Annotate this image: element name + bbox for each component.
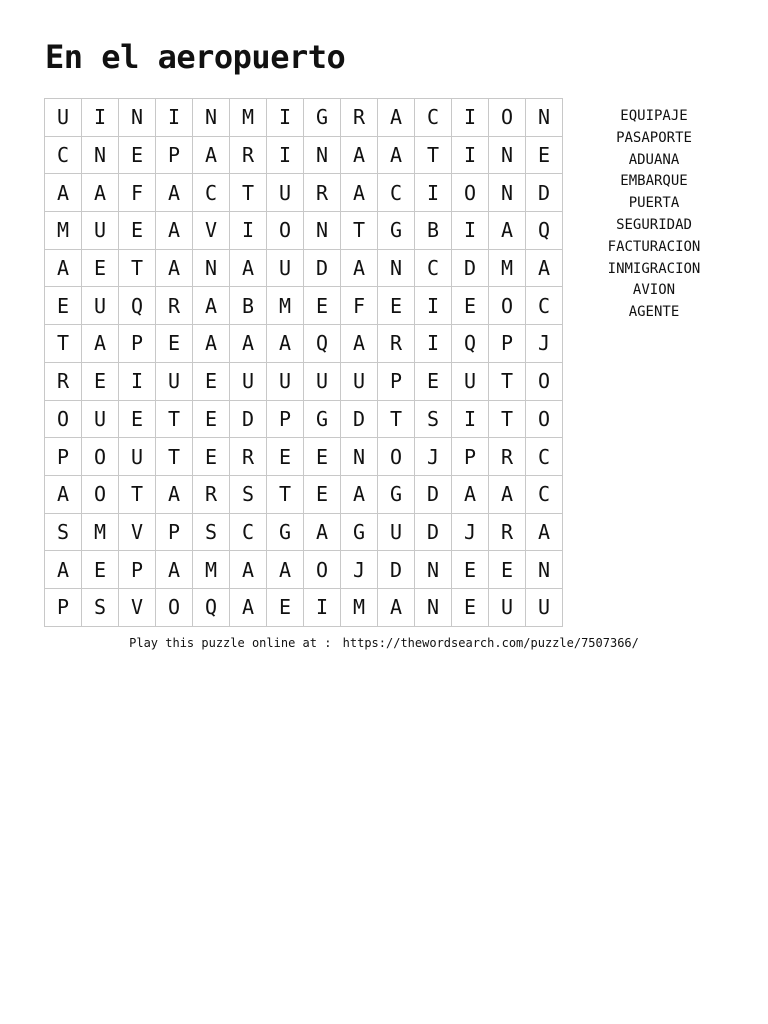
grid-cell[interactable]: T [267, 476, 304, 514]
grid-cell[interactable]: N [526, 551, 563, 589]
grid-cell[interactable]: F [341, 287, 378, 325]
grid-cell[interactable]: J [415, 438, 452, 476]
grid-cell[interactable]: T [489, 401, 526, 439]
grid-cell[interactable]: N [119, 99, 156, 137]
grid-cell[interactable]: A [156, 174, 193, 212]
grid-cell[interactable]: O [267, 212, 304, 250]
grid-cell[interactable]: E [156, 325, 193, 363]
grid-cell[interactable]: R [45, 363, 82, 401]
grid-cell[interactable]: C [378, 174, 415, 212]
grid-cell[interactable]: V [119, 514, 156, 552]
grid-cell[interactable]: A [82, 325, 119, 363]
grid-cell[interactable]: R [489, 438, 526, 476]
grid-cell[interactable]: N [526, 99, 563, 137]
grid-cell[interactable]: O [489, 287, 526, 325]
grid-cell[interactable]: Q [526, 212, 563, 250]
grid-cell[interactable]: E [304, 476, 341, 514]
grid-cell[interactable]: P [378, 363, 415, 401]
grid-cell[interactable]: U [526, 589, 563, 627]
grid-cell[interactable]: U [489, 589, 526, 627]
grid-cell[interactable]: R [489, 514, 526, 552]
grid-cell[interactable]: C [193, 174, 230, 212]
grid-cell[interactable]: A [45, 551, 82, 589]
grid-cell[interactable]: O [156, 589, 193, 627]
grid-cell[interactable]: D [452, 250, 489, 288]
grid-cell[interactable]: V [119, 589, 156, 627]
grid-cell[interactable]: E [267, 589, 304, 627]
grid-cell[interactable]: P [119, 551, 156, 589]
grid-cell[interactable]: T [230, 174, 267, 212]
grid-cell[interactable]: A [193, 287, 230, 325]
grid-cell[interactable]: O [304, 551, 341, 589]
grid-cell[interactable]: I [119, 363, 156, 401]
grid-cell[interactable]: M [193, 551, 230, 589]
grid-cell[interactable]: A [230, 589, 267, 627]
grid-cell[interactable]: T [156, 401, 193, 439]
word-list-item: ADUANA [628, 151, 680, 168]
grid-cell[interactable]: R [230, 137, 267, 175]
grid-cell[interactable]: A [45, 174, 82, 212]
grid-cell[interactable]: V [193, 212, 230, 250]
grid-cell[interactable]: A [341, 325, 378, 363]
grid-cell[interactable]: E [82, 551, 119, 589]
grid-cell[interactable]: P [156, 137, 193, 175]
grid-cell[interactable]: U [452, 363, 489, 401]
grid-cell[interactable]: I [267, 137, 304, 175]
grid-cell[interactable]: Q [304, 325, 341, 363]
grid-cell[interactable]: O [526, 363, 563, 401]
grid-cell[interactable]: F [119, 174, 156, 212]
grid-cell[interactable]: A [156, 250, 193, 288]
grid-cell[interactable]: A [526, 250, 563, 288]
grid-cell[interactable]: A [45, 476, 82, 514]
grid-cell[interactable]: D [526, 174, 563, 212]
grid-cell[interactable]: E [119, 137, 156, 175]
grid-cell[interactable]: P [119, 325, 156, 363]
grid-cell[interactable]: T [341, 212, 378, 250]
grid-cell[interactable]: R [230, 438, 267, 476]
word-list-item: SEGURIDAD [616, 216, 692, 233]
grid-cell[interactable]: R [193, 476, 230, 514]
word-list-item: INMIGRACION [607, 260, 701, 277]
grid-cell[interactable]: U [267, 250, 304, 288]
grid-cell[interactable]: E [378, 287, 415, 325]
grid-cell[interactable]: O [526, 401, 563, 439]
grid-cell[interactable]: I [82, 99, 119, 137]
grid-cell[interactable]: U [267, 174, 304, 212]
grid-cell[interactable]: P [45, 438, 82, 476]
word-search-grid [44, 98, 563, 627]
grid-cell[interactable]: O [82, 476, 119, 514]
grid-cell[interactable]: E [452, 551, 489, 589]
grid-cell[interactable]: N [489, 137, 526, 175]
grid-cell[interactable]: A [193, 137, 230, 175]
grid-cell[interactable]: J [341, 551, 378, 589]
grid-cell[interactable]: A [193, 325, 230, 363]
grid-cell[interactable]: S [230, 476, 267, 514]
grid-cell[interactable]: A [156, 476, 193, 514]
grid-cell[interactable]: U [378, 514, 415, 552]
grid-cell[interactable]: E [452, 287, 489, 325]
grid-cell[interactable]: E [193, 363, 230, 401]
grid-cell[interactable]: I [304, 589, 341, 627]
grid-cell[interactable]: N [193, 250, 230, 288]
grid-cell[interactable]: U [156, 363, 193, 401]
grid-cell[interactable]: I [156, 99, 193, 137]
grid-cell[interactable]: N [415, 551, 452, 589]
grid-cell[interactable]: U [267, 363, 304, 401]
grid-cell[interactable]: J [526, 325, 563, 363]
grid-cell[interactable]: C [415, 250, 452, 288]
grid-cell[interactable]: A [230, 551, 267, 589]
grid-cell[interactable]: R [156, 287, 193, 325]
grid-cell[interactable]: A [230, 250, 267, 288]
grid-cell[interactable]: E [415, 363, 452, 401]
grid-cell[interactable]: Q [119, 287, 156, 325]
grid-cell[interactable]: D [415, 514, 452, 552]
grid-cell[interactable]: O [452, 174, 489, 212]
grid-cell[interactable]: M [45, 212, 82, 250]
grid-cell[interactable]: N [415, 589, 452, 627]
grid-cell[interactable]: A [156, 212, 193, 250]
grid-cell[interactable]: I [267, 99, 304, 137]
word-list-item: AVION [632, 282, 676, 299]
grid-cell[interactable]: S [82, 589, 119, 627]
footer-link[interactable]: https://thewordsearch.com/puzzle/7507366/ [342, 636, 639, 650]
grid-cell[interactable]: U [82, 287, 119, 325]
grid-cell[interactable]: A [267, 325, 304, 363]
grid-cell[interactable]: U [82, 401, 119, 439]
grid-cell[interactable]: N [304, 137, 341, 175]
grid-cell[interactable]: N [82, 137, 119, 175]
grid-cell[interactable]: A [489, 476, 526, 514]
grid-cell[interactable]: T [415, 137, 452, 175]
grid-cell[interactable]: C [526, 287, 563, 325]
footer-prefix: Play this puzzle online at : [129, 636, 332, 650]
grid-cell[interactable]: R [378, 325, 415, 363]
word-list-item: AGENTE [628, 304, 680, 321]
grid-cell[interactable]: E [45, 287, 82, 325]
grid-cell[interactable]: E [193, 438, 230, 476]
grid-cell[interactable]: G [267, 514, 304, 552]
grid-cell[interactable]: A [267, 551, 304, 589]
grid-cell[interactable]: D [230, 401, 267, 439]
grid-cell[interactable]: A [341, 250, 378, 288]
grid-cell[interactable]: D [341, 401, 378, 439]
grid-cell[interactable]: A [341, 476, 378, 514]
grid-cell[interactable]: M [230, 99, 267, 137]
grid-cell[interactable]: A [452, 476, 489, 514]
grid-cell[interactable]: Q [452, 325, 489, 363]
grid-cell[interactable]: T [119, 250, 156, 288]
grid-cell[interactable]: U [304, 363, 341, 401]
grid-cell[interactable]: S [193, 514, 230, 552]
grid-cell[interactable]: J [452, 514, 489, 552]
grid-cell[interactable]: D [304, 250, 341, 288]
grid-cell[interactable]: U [230, 363, 267, 401]
grid-cell[interactable]: P [45, 589, 82, 627]
grid-cell[interactable]: E [452, 589, 489, 627]
grid-cell[interactable]: C [230, 514, 267, 552]
grid-cell[interactable]: G [304, 401, 341, 439]
grid-cell[interactable]: B [415, 212, 452, 250]
grid-cell[interactable]: B [230, 287, 267, 325]
grid-cell[interactable]: E [304, 287, 341, 325]
grid-cell[interactable]: A [489, 212, 526, 250]
grid-cell[interactable]: N [378, 250, 415, 288]
grid-cell[interactable]: T [378, 401, 415, 439]
grid-cell[interactable]: E [526, 137, 563, 175]
grid-cell[interactable]: P [267, 401, 304, 439]
grid-cell[interactable]: E [193, 401, 230, 439]
grid-cell[interactable]: C [526, 438, 563, 476]
grid-cell[interactable]: T [156, 438, 193, 476]
grid-cell[interactable]: E [304, 438, 341, 476]
grid-cell[interactable]: N [193, 99, 230, 137]
grid-cell[interactable]: M [341, 589, 378, 627]
grid-cell[interactable]: I [452, 401, 489, 439]
grid-cell[interactable]: U [119, 438, 156, 476]
grid-cell[interactable]: M [267, 287, 304, 325]
grid-cell[interactable]: P [452, 438, 489, 476]
grid-cell[interactable]: E [82, 250, 119, 288]
grid-cell[interactable]: N [304, 212, 341, 250]
grid-cell[interactable]: S [415, 401, 452, 439]
grid-cell[interactable]: T [119, 476, 156, 514]
grid-cell[interactable]: C [45, 137, 82, 175]
grid-cell[interactable]: R [341, 99, 378, 137]
grid-cell[interactable]: G [378, 212, 415, 250]
grid-cell[interactable]: D [415, 476, 452, 514]
grid-cell[interactable]: Q [193, 589, 230, 627]
grid-cell[interactable]: E [489, 551, 526, 589]
grid-cell[interactable]: C [526, 476, 563, 514]
grid-cell[interactable]: P [489, 325, 526, 363]
grid-cell[interactable]: M [489, 250, 526, 288]
grid-cell[interactable]: D [378, 551, 415, 589]
grid-cell[interactable]: G [304, 99, 341, 137]
grid-cell[interactable]: A [378, 137, 415, 175]
grid-cell[interactable]: A [526, 514, 563, 552]
grid-cell[interactable]: A [45, 250, 82, 288]
grid-cell[interactable]: A [341, 174, 378, 212]
grid-cell[interactable]: A [304, 514, 341, 552]
grid-cell[interactable]: A [378, 589, 415, 627]
grid-cell[interactable]: A [82, 174, 119, 212]
grid-cell[interactable]: C [415, 99, 452, 137]
word-list-item: EQUIPAJE [620, 108, 688, 124]
grid-cell[interactable]: I [452, 99, 489, 137]
grid-cell[interactable]: A [378, 99, 415, 137]
grid-cell[interactable]: N [489, 174, 526, 212]
footer [0, 636, 768, 650]
word-list-item: PUERTA [628, 195, 680, 212]
grid-cell[interactable]: E [119, 212, 156, 250]
grid-cell[interactable]: I [415, 174, 452, 212]
page-title: En el aeropuerto [45, 38, 346, 76]
grid-cell[interactable]: I [415, 325, 452, 363]
grid-cell[interactable]: E [82, 363, 119, 401]
grid-cell[interactable]: U [341, 363, 378, 401]
grid-cell[interactable]: E [119, 401, 156, 439]
grid-cell[interactable]: E [267, 438, 304, 476]
word-list-item: EMBARQUE [620, 173, 688, 190]
grid-cell[interactable]: M [82, 514, 119, 552]
word-list-item: FACTURACION [607, 238, 701, 255]
grid-cell[interactable]: I [452, 137, 489, 175]
grid-cell[interactable]: S [45, 514, 82, 552]
grid-cell[interactable]: T [45, 325, 82, 363]
grid-cell[interactable]: G [378, 476, 415, 514]
grid-cell[interactable]: I [230, 212, 267, 250]
grid-cell[interactable]: N [341, 438, 378, 476]
grid-cell[interactable]: G [341, 514, 378, 552]
grid-cell[interactable]: O [378, 438, 415, 476]
grid-cell[interactable]: O [489, 99, 526, 137]
grid-cell[interactable]: O [82, 438, 119, 476]
grid-cell[interactable]: R [304, 174, 341, 212]
word-list [588, 106, 720, 324]
grid-cell[interactable]: P [156, 514, 193, 552]
grid-cell[interactable]: T [489, 363, 526, 401]
grid-cell[interactable]: O [45, 401, 82, 439]
grid-cell[interactable]: A [230, 325, 267, 363]
grid-cell[interactable]: I [415, 287, 452, 325]
word-list-item: PASAPORTE [616, 129, 692, 146]
grid-cell[interactable]: A [156, 551, 193, 589]
grid-cell[interactable]: U [82, 212, 119, 250]
grid-cell[interactable]: I [452, 212, 489, 250]
grid-cell[interactable]: A [341, 137, 378, 175]
grid-cell[interactable]: U [45, 99, 82, 137]
